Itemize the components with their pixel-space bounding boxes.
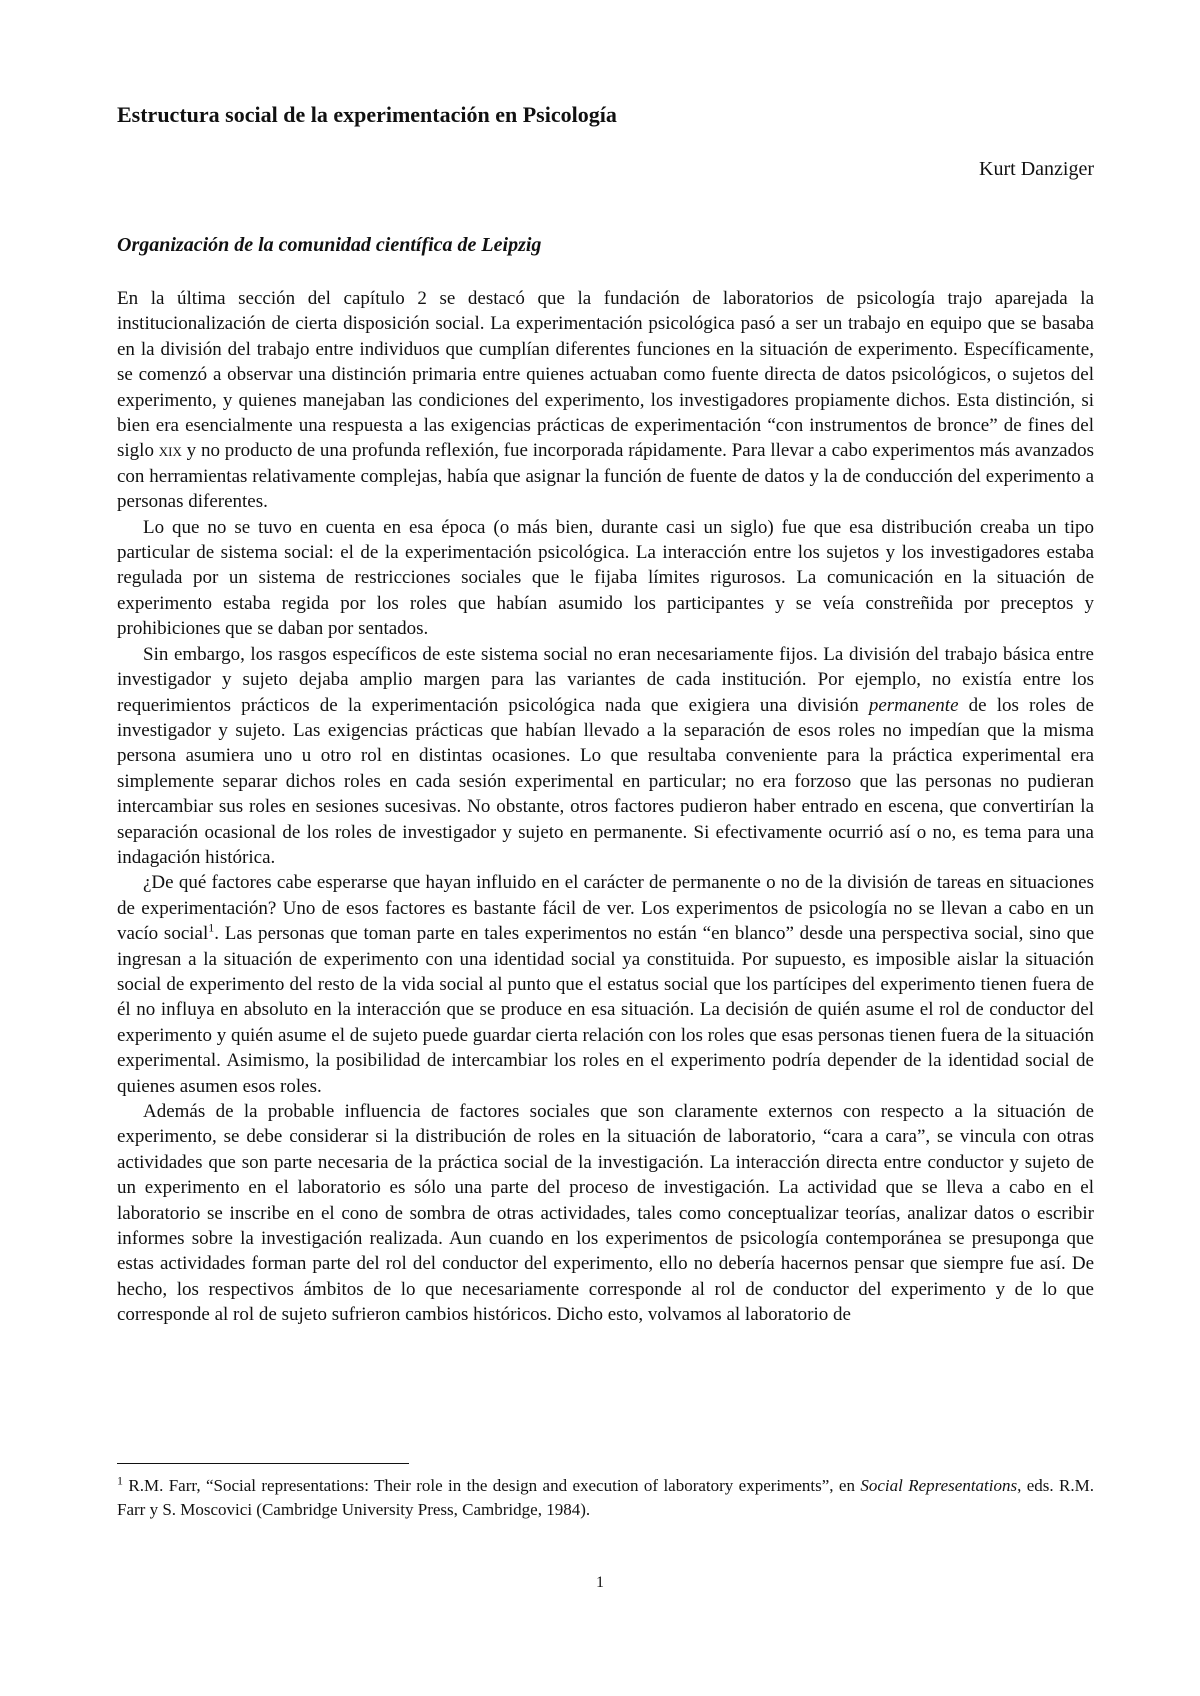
footnote-marker: 1 <box>117 1473 123 1488</box>
paragraph-5: Además de la probable influencia de factores sociales que son claramente externos con respecto a la situación de experimento, se debe considerar si la distribución de roles en la situación de laboratorio, “cara a cara”, se vincula con otras actividades que son parte necesaria de la práctica social de la investigación. La interacción directa entre conductor y sujeto de un experimento en el laboratorio es sólo una parte del proceso de investigación. La actividad que se lleva a cabo en el laboratorio se inscribe en el cono de sombra de otras actividades, tales como conceptualizar teorías, analizar datos o escribir informes sobre la investigación realizada. Aun cuando en los experimentos de psicología contemporánea se presuponga que estas actividades forman parte del rol del conductor del experimento, ello no debería hacernos pensar que siempre fue así. De hecho, los respectivos ámbitos de lo que necesariamente corresponde al rol de conductor del experimento y de lo que corresponde al rol de sujeto sufrieron cambios históricos. Dicho esto, volvamos al laboratorio de <box>117 1101 1094 1326</box>
emphasis-permanente: permanente <box>868 694 959 716</box>
document-title: Estructura social de la experimentación en Psicología <box>117 102 617 127</box>
paragraph-1 <box>117 286 1094 515</box>
page-number: 1 <box>596 1574 604 1591</box>
footnote-book-title: Social Representations <box>860 1476 1018 1495</box>
footnote-reference[interactable]: 1 <box>208 920 215 935</box>
paragraph-1-part-a: En la última sección del capítulo 2 se destacó que la fundación de laboratorios de psicología trajo aparejada la institucionalización de cierta disposición social. La experimentación psicológica pasó a ser un trabajo en equipo que se basaba en la división del trabajo entre individuos que cumplían diferentes funciones en la situación de experimento. Específicamente, se comenzó a observar una distinción primaria entre quienes actuaban como fuente directa de datos psicológicos, o sujetos del experimento, y quienes manejaban las condiciones del experimento, los investigadores propiamente dichos. Esta distinción, si bien era esencialmente una respuesta a las exigencias prácticas de experimentación “con instrumentos de bronce” de fines del siglo <box>117 288 1094 462</box>
paragraph-4-part-a: ¿De qué factores cabe esperarse que hayan influido en el carácter de permanente o no de la división de tareas en situaciones de experimentación? Uno de esos factores es bastante fácil de ver. Los experimentos de psicología no se llevan a cabo en un vacío social <box>117 872 1094 945</box>
section-title: Organización de la comunidad científica de Leipzig <box>117 234 542 256</box>
footnote <box>117 1474 1094 1522</box>
body-text <box>117 286 1094 1328</box>
footnote-divider <box>117 1463 409 1464</box>
paragraph-3-part-a: Sin embargo, los rasgos específicos de este sistema social no eran necesariamente fijos. La división del trabajo básica entre investigador y sujeto dejaba amplio margen para las variantes de cada institución. Por ejemplo, no existía entre los requerimientos prácticos de la experimentación psicológica nada que exigiera una división <box>117 643 1094 716</box>
century-numeral: xix <box>158 440 182 462</box>
author-name: Kurt Danziger <box>979 158 1094 180</box>
paragraph-2: Lo que no se tuvo en cuenta en esa época (o más bien, durante casi un siglo) fue que esa distribución creaba un tipo particular de sistema social: el de la experimentación psicológica. La interacción entre los sujetos y los investigadores estaba regulada por un sistema de restricciones sociales que le fijaba límites rigurosos. La comunicación en la situación de experimento estaba regida por los roles que habían asumido los participantes y se veía constreñida por preceptos y prohibiciones que se daban por sentados. <box>117 516 1094 640</box>
paragraph-4-part-b: . Las personas que toman parte en tales experimentos no están “en blanco” desde una perspectiva social, sino que ingresan a la situación de experimento con una identidad social ya constituida. Por supuesto, es imposible aislar la situación social de experimento del resto de la vida social al punto que el estatus social que los partícipes del experimento tienen fuera de él no influya en absoluto en la interacción que se produce en esa situación. La decisión de quién asume el rol de conductor del experimento y quién asume el de sujeto puede guardar cierta relación con los roles que esas personas tienen fuera de la situación experimental. Asimismo, la posibilidad de intercambiar los roles en el experimento podría depender de la identidad social de quienes asumen esos roles. <box>117 923 1095 1097</box>
paragraph-3-part-b: de los roles de investigador y sujeto. Las exigencias prácticas que habían llevado a la separación de esos roles no impedían que la misma persona asumiera uno u otro rol en distintas ocasiones. Lo que resultaba conveniente para la práctica experimental era simplemente separar dichos roles en cada sesión experimental en particular; no era forzoso que las personas no pudieran intercambiar sus roles en sesiones sucesivas. No obstante, otros factores pudieron haber entrado en escena, que convertirían la separación ocasional de los roles de investigador y sujeto en permanente. Si efectivamente ocurrió así o no, es tema para una indagación histórica. <box>117 694 1094 868</box>
paragraph-3 <box>117 642 1094 871</box>
footnote-text-b: , eds. R.M. Farr y S. Moscovici (Cambridge University Press, Cambridge, 1984). <box>117 1476 1094 1519</box>
footnote-text-a: R.M. Farr, “Social representations: Their role in the design and execution of laboratory experiments”, en <box>123 1476 861 1495</box>
paragraph-4 <box>117 870 1094 1099</box>
paragraph-1-part-c: y no producto de una profunda reflexión, fue incorporada rápidamente. Para llevar a cabo experimentos más avanzados con herramientas relativamente complejas, había que asignar la función de fuente de datos y la de conducción del experimento a personas diferentes. <box>117 440 1095 513</box>
